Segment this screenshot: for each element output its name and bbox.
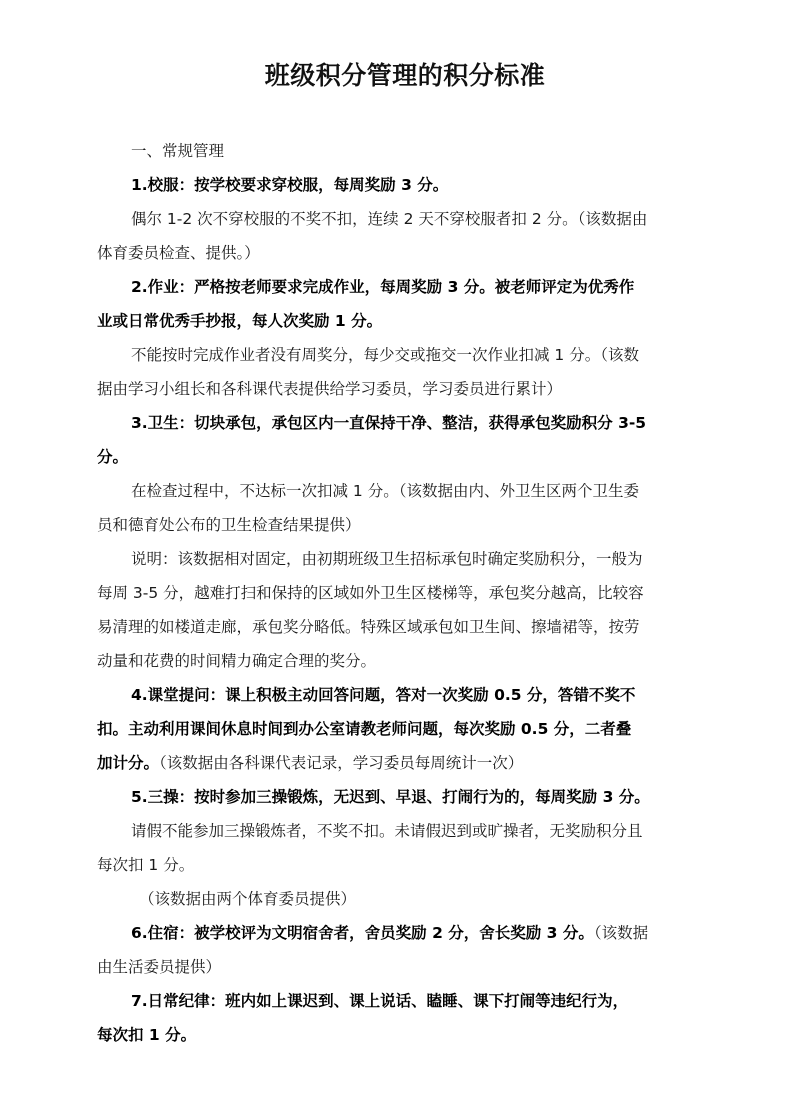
item-homework-heading-cont: 业或日常优秀手抄报，每人次奖励 1 分。 [97,312,383,330]
item-uniform-detail: 偶尔 1-2 次不穿校服的不奖不扣，连续 2 天不穿校服者扣 2 分。（该数据由 [131,210,648,228]
item-exercises-detail-cont: 每次扣 1 分。 [97,856,195,874]
item-uniform-heading: 1.校服：按学校要求穿校服，每周奖励 3 分。 [131,176,449,194]
item-hygiene-heading: 3.卫生：切块承包，承包区内一直保持干净、整洁，获得承包奖励积分 3-5 [131,414,647,432]
item-dorm-heading: 6.住宿：被学校评为文明宿舍者，舍员奖励 2 分，舍长奖励 3 分。 [131,924,594,942]
item-hygiene-detail: 在检查过程中，不达标一次扣减 1 分。（该数据由内、外卫生区两个卫生委 [131,482,639,500]
item-dorm-line [131,923,648,943]
item-dorm-source-cont: 由生活委员提供） [97,958,222,976]
item-questions-source: （该数据由各科课代表记录，学习委员每周统计一次） [159,754,524,772]
item-discipline-heading: 7.日常纪律：班内如上课迟到、课上说话、瞌睡、课下打闹等违纪行为， [131,992,629,1010]
item-questions-heading-tail: 加计分。 [97,754,160,772]
item-hygiene-note-cont-2: 易清理的如楼道走廊，承包奖分略低。特殊区域承包如卫生间、擦墙裙等，按劳 [97,618,640,636]
item-hygiene-note: 说明：该数据相对固定，由初期班级卫生招标承包时确定奖励积分，一般为 [131,550,643,568]
item-hygiene-heading-cont: 分。 [97,448,129,466]
item-dorm-source: （该数据 [593,924,649,942]
item-questions-heading: 4.课堂提问：课上积极主动回答问题，答对一次奖励 0.5 分，答错不奖不 [131,686,636,704]
item-homework-heading: 2.作业：严格按老师要求完成作业，每周奖励 3 分。被老师评定为优秀作 [131,278,635,296]
section-heading: 一、常规管理 [131,142,225,160]
item-homework-detail-cont: 据由学习小组长和各科课代表提供给学习委员，学习委员进行累计） [97,380,563,398]
item-uniform-detail-cont: 体育委员检查、提供。） [97,244,260,262]
item-discipline-heading-cont: 每次扣 1 分。 [97,1026,197,1044]
item-questions-heading-end [97,753,523,773]
item-hygiene-detail-cont: 员和德育处公布的卫生检查结果提供） [97,516,361,534]
document-title: 班级积分管理的积分标准 [264,61,546,90]
item-questions-heading-cont: 扣。主动利用课间休息时间到办公室请教老师问题，每次奖励 0.5 分，二者叠 [97,720,632,738]
item-exercises-source: （该数据由两个体育委员提供） [139,890,357,908]
item-exercises-detail: 请假不能参加三操锻炼者，不奖不扣。未请假迟到或旷操者，无奖励积分且 [131,822,643,840]
item-homework-detail: 不能按时完成作业者没有周奖分，每少交或拖交一次作业扣减 1 分。（该数 [131,346,639,364]
item-exercises-heading: 5.三操：按时参加三操锻炼，无迟到、早退、打闹行为的，每周奖励 3 分。 [131,788,650,806]
item-hygiene-note-cont-1: 每周 3-5 分，越难打扫和保持的区域如外卫生区楼梯等，承包奖分越高，比较容 [97,584,644,602]
item-hygiene-note-cont-3: 动量和花费的时间精力确定合理的奖分。 [97,652,377,670]
